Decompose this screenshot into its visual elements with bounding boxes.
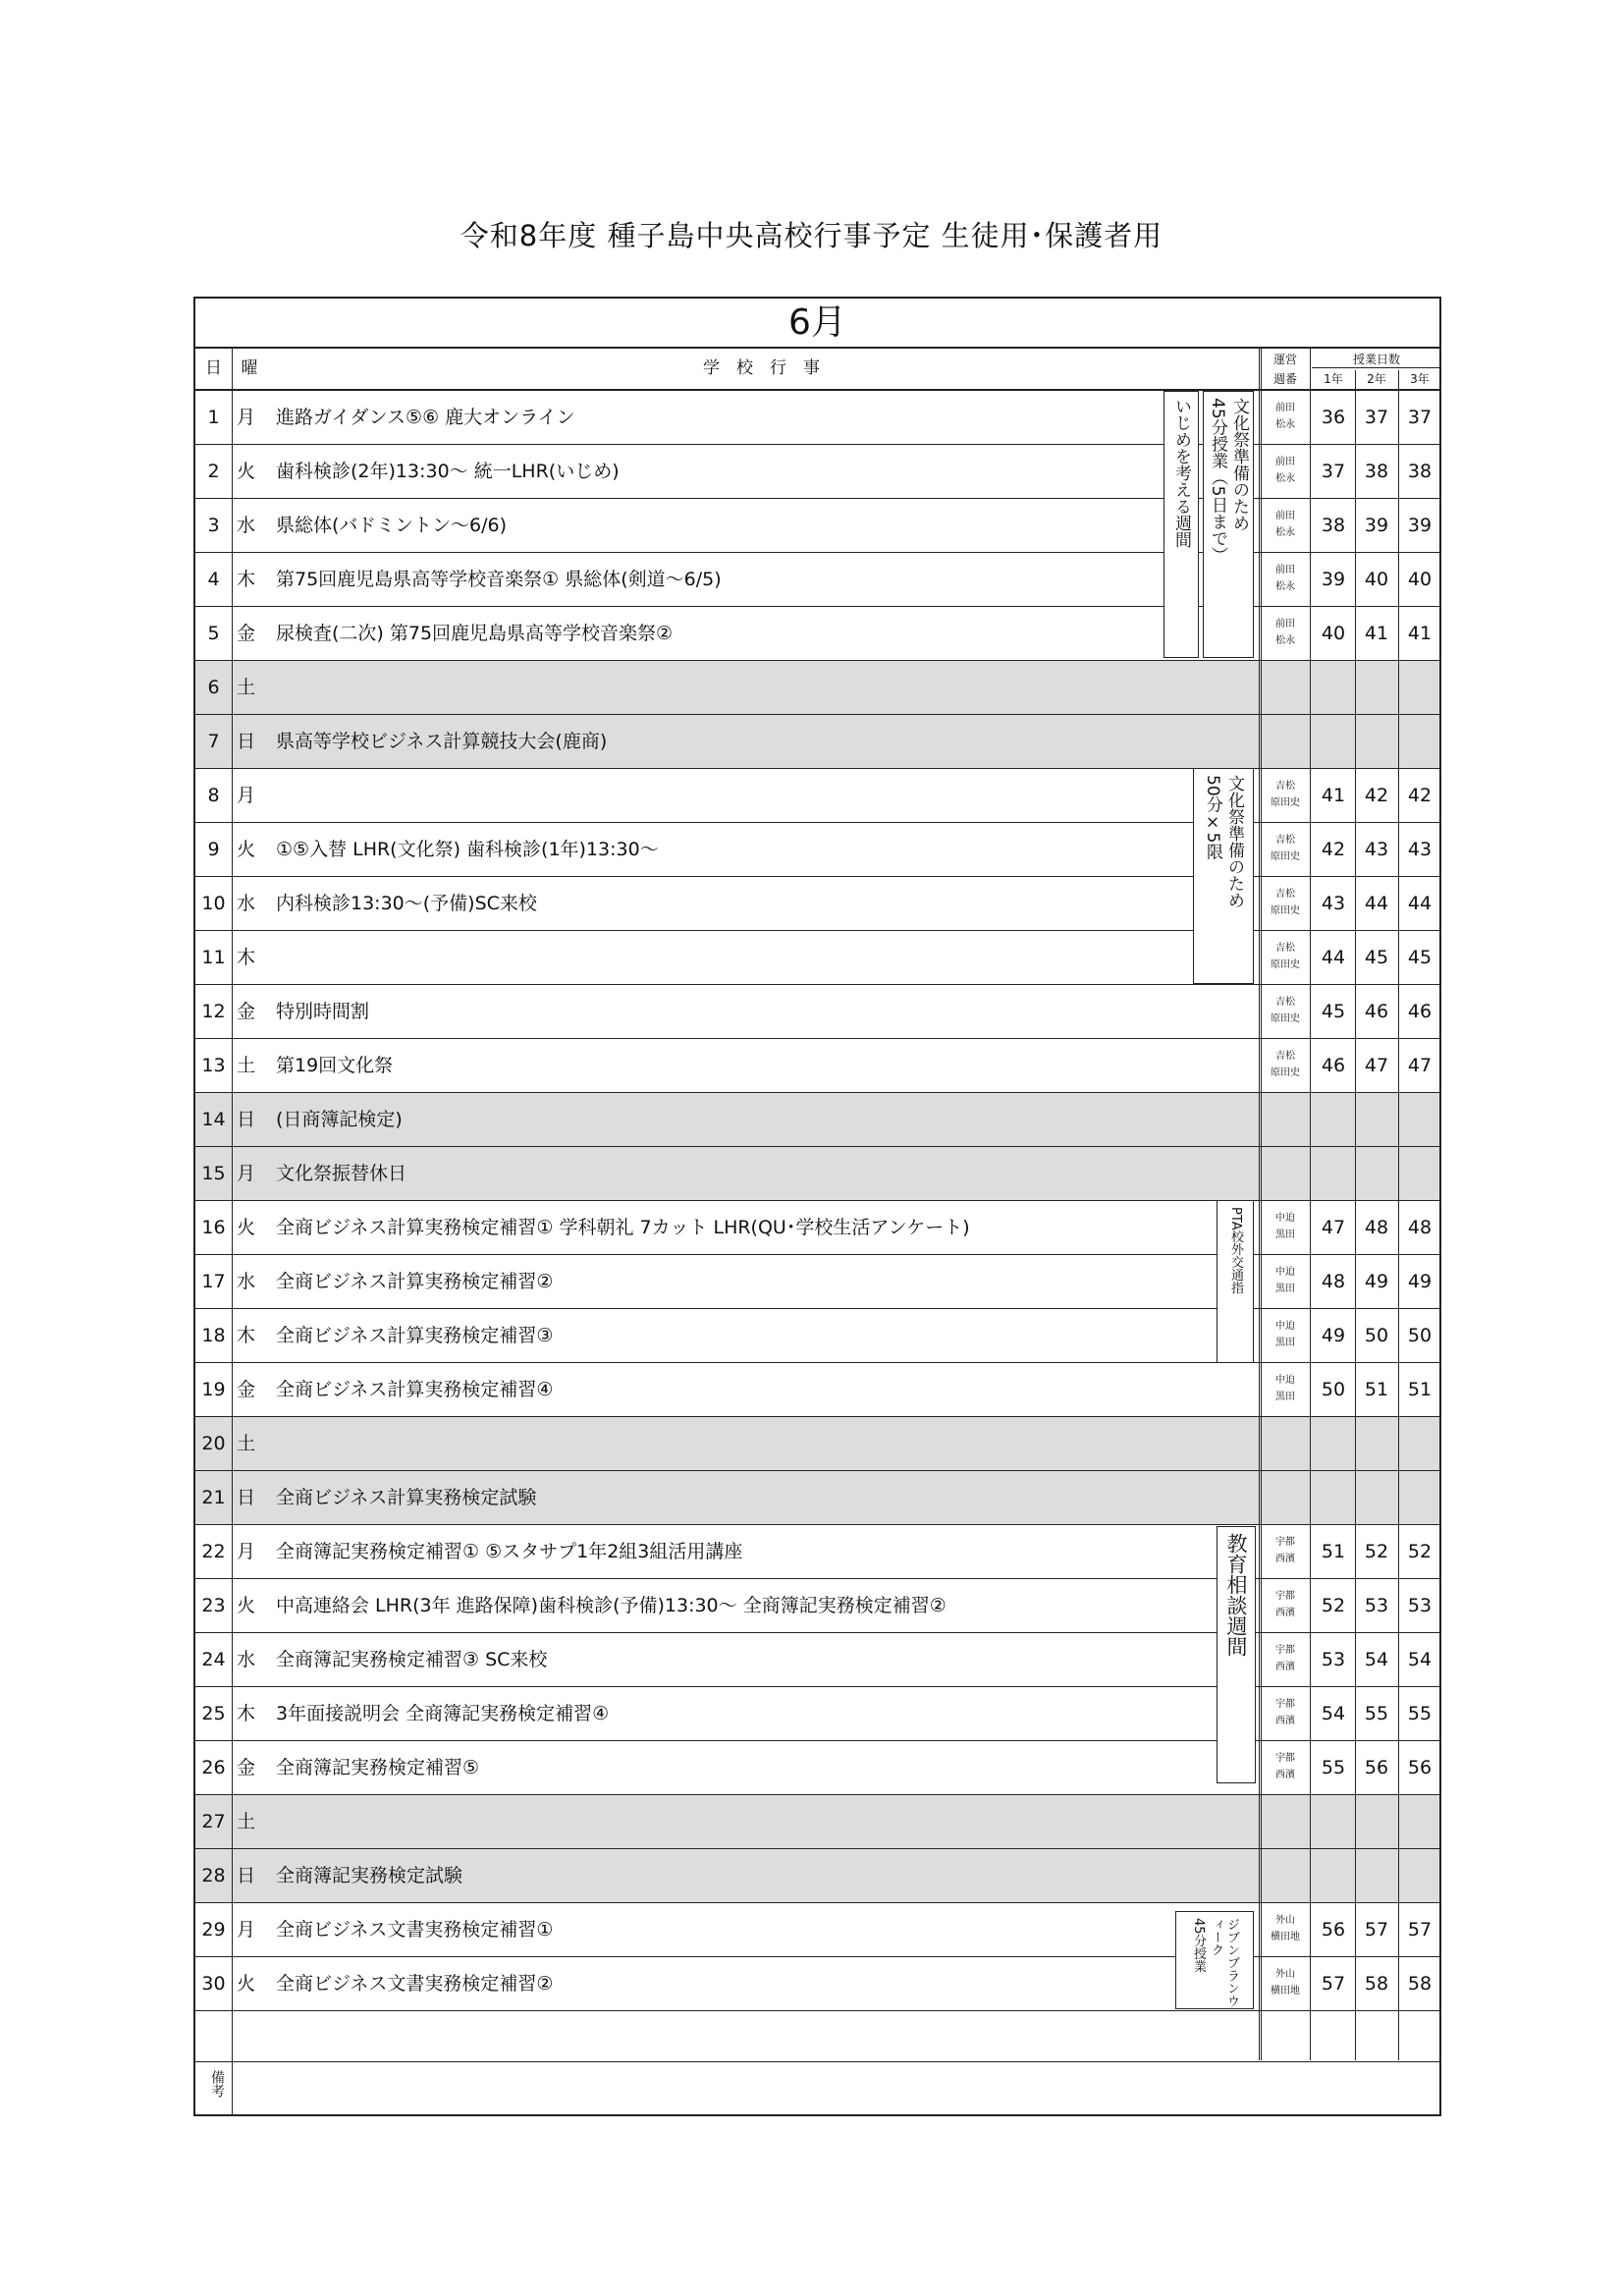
grade2-count: 40 <box>1364 569 1389 590</box>
grade3-count: 53 <box>1407 1595 1433 1616</box>
grade2-count <box>1355 1417 1398 1470</box>
duty-teacher-name: 原田史 <box>1271 797 1300 808</box>
blank-row <box>195 2011 1439 2062</box>
event-text: 県総体(バドミントン～6/6) <box>276 515 508 536</box>
event-text: 全商ビジネス計算実務検定補習④ <box>276 1379 554 1400</box>
grid-line <box>1310 349 1311 2060</box>
grade1-count <box>1312 1093 1355 1146</box>
weekday: 月 <box>237 1919 256 1941</box>
grade1-count: 37 <box>1321 461 1346 482</box>
grade3-count: 40 <box>1407 569 1433 590</box>
duty-teachers <box>1263 454 1308 487</box>
duty-teacher-name: 宇都 <box>1275 1537 1295 1548</box>
header-grade1: 1年 <box>1324 372 1343 386</box>
duty-teacher-name: 黒田 <box>1275 1392 1295 1402</box>
duty-teacher-name: 西濱 <box>1275 1770 1295 1780</box>
duty-teachers <box>1263 994 1308 1027</box>
event-text: 文化祭振替休日 <box>276 1163 407 1184</box>
duty-teachers <box>1263 1912 1308 1945</box>
weekday: 水 <box>237 1649 256 1670</box>
grade1-count <box>1312 715 1355 768</box>
duty-teacher-name: 黒田 <box>1275 1230 1295 1240</box>
duty-teacher-name: 西濱 <box>1275 1554 1295 1564</box>
grid-line <box>1398 370 1399 2060</box>
grade1-count: 53 <box>1321 1649 1346 1670</box>
duty-teacher-name: 宇都 <box>1275 1699 1295 1710</box>
day-number: 15 <box>201 1163 226 1184</box>
event-text: ①⑤入替 LHR(文化祭) 歯科検診(1年)13:30～ <box>276 839 659 860</box>
header-grade3: 3年 <box>1410 372 1430 386</box>
grade1-count <box>1312 1147 1355 1200</box>
day-number: 8 <box>207 785 220 806</box>
table-row <box>195 715 1439 769</box>
event-text: 全商ビジネス文書実務検定補習② <box>276 1973 554 1995</box>
event-text: 全商ビジネス計算実務検定試験 <box>276 1487 537 1508</box>
grade3-count: 39 <box>1407 515 1433 536</box>
day-number: 2 <box>207 461 220 482</box>
weekday: 金 <box>237 1757 256 1778</box>
duty-teacher-name: 前田 <box>1275 511 1295 521</box>
grade3-count: 49 <box>1407 1271 1433 1292</box>
grade2-count <box>1355 1471 1398 1524</box>
duty-teachers <box>1263 1642 1308 1675</box>
grade3-count: 50 <box>1407 1325 1433 1346</box>
event-text: 特別時間割 <box>276 1001 370 1022</box>
grade2-count: 49 <box>1364 1271 1389 1292</box>
duty-teacher-name: 中迫 <box>1275 1213 1295 1224</box>
duty-teacher-name: 吉松 <box>1275 1051 1295 1062</box>
grade3-count: 51 <box>1407 1379 1433 1400</box>
duty-teachers <box>1263 886 1308 919</box>
grade3-count <box>1398 1417 1441 1470</box>
day-number: 24 <box>201 1649 226 1670</box>
header-events: 学 校 行 事 <box>703 358 820 378</box>
duty-teachers <box>1263 1048 1308 1081</box>
duty-teacher-name: 宇都 <box>1275 1645 1295 1656</box>
event-text: 全商ビジネス計算実務検定補習② <box>276 1271 554 1292</box>
day-number: 10 <box>201 893 226 914</box>
grade2-count: 50 <box>1364 1325 1389 1346</box>
bunkasai-prep-text-2: 45分授業（5日まで） <box>1208 398 1227 564</box>
grade1-count: 38 <box>1321 515 1346 536</box>
grade3-count: 45 <box>1407 947 1433 968</box>
duty-teachers <box>1263 400 1308 433</box>
event-text: 全商ビジネス文書実務検定補習① <box>276 1919 554 1941</box>
grade2-count: 44 <box>1364 893 1389 914</box>
header-duty-line1: 運営 <box>1272 353 1297 366</box>
day-number: 12 <box>201 1001 226 1022</box>
grade1-count: 51 <box>1321 1541 1346 1562</box>
duty-teacher-name: 宇都 <box>1275 1753 1295 1764</box>
grade2-count: 47 <box>1364 1055 1389 1076</box>
day-number: 18 <box>201 1325 226 1346</box>
day-number: 5 <box>207 623 220 644</box>
weekday: 日 <box>237 1487 256 1508</box>
grid-line <box>232 349 233 2114</box>
jibun-brand-box <box>1175 1911 1254 2009</box>
grade2-count: 38 <box>1364 461 1389 482</box>
grade3-count: 52 <box>1407 1541 1433 1562</box>
weekday: 水 <box>237 515 256 536</box>
jibun-text-2: 45分授業 <box>1191 1918 1206 1973</box>
notes-row <box>195 2062 1439 2116</box>
duty-teacher-name: 吉松 <box>1275 943 1295 954</box>
duty-teachers <box>1263 1696 1308 1729</box>
day-number: 1 <box>207 407 220 428</box>
event-text: 内科検診13:30～(予備)SC来校 <box>276 893 537 914</box>
grade2-count: 39 <box>1364 515 1389 536</box>
day-number: 25 <box>201 1703 226 1724</box>
grade2-count: 57 <box>1364 1919 1389 1941</box>
grade1-count: 50 <box>1321 1379 1346 1400</box>
duty-teachers <box>1263 832 1308 865</box>
table-row <box>195 1849 1439 1903</box>
grade3-count: 46 <box>1407 1001 1433 1022</box>
event-text: 尿検査(二次) 第75回鹿児島県高等学校音楽祭② <box>276 623 674 644</box>
grade2-count <box>1355 1849 1398 1902</box>
grade2-count: 45 <box>1364 947 1389 968</box>
weekday: 木 <box>237 1703 256 1724</box>
grade3-count <box>1398 1093 1441 1146</box>
grade2-count: 58 <box>1364 1973 1389 1995</box>
weekday: 月 <box>237 1163 256 1184</box>
day-number: 28 <box>201 1865 226 1886</box>
grade1-count: 44 <box>1321 947 1346 968</box>
duty-teacher-name: 原田史 <box>1271 1013 1300 1024</box>
table-row <box>195 1363 1439 1417</box>
duty-teacher-name: 外山 <box>1275 1915 1295 1926</box>
duty-teacher-name: 松永 <box>1275 635 1295 646</box>
grade2-count: 55 <box>1364 1703 1389 1724</box>
weekday: 火 <box>237 1595 256 1616</box>
duty-teacher-name: 原田史 <box>1271 1067 1300 1078</box>
duty-teacher-name: 黒田 <box>1275 1284 1295 1294</box>
grade1-count: 52 <box>1321 1595 1346 1616</box>
ijime-week-box <box>1163 391 1199 658</box>
grade2-count: 52 <box>1364 1541 1389 1562</box>
weekday: 木 <box>237 1325 256 1346</box>
duty-teacher-name: 中迫 <box>1275 1267 1295 1278</box>
event-text: 県高等学校ビジネス計算競技大会(鹿商) <box>276 731 608 752</box>
grade2-count: 37 <box>1364 407 1389 428</box>
grade3-count: 37 <box>1407 407 1433 428</box>
bunkasai-prep2-text-2: 50分×5限 <box>1203 775 1222 860</box>
duty-teachers <box>1263 1750 1308 1783</box>
grade3-count: 43 <box>1407 839 1433 860</box>
day-number: 16 <box>201 1217 226 1238</box>
kyoiku-text-1: 教育相談週間 <box>1224 1533 1248 1657</box>
duty-teachers <box>1263 1372 1308 1405</box>
weekday: 月 <box>237 1541 256 1562</box>
duty-teacher-name: 吉松 <box>1275 781 1295 792</box>
duty-teacher-name: 前田 <box>1275 619 1295 629</box>
grade3-count: 55 <box>1407 1703 1433 1724</box>
ijime-week-text: いじめを考える週間 <box>1171 398 1191 548</box>
grade3-count <box>1398 661 1441 714</box>
event-text: 全商ビジネス計算実務検定補習① 学科朝礼 7カット LHR(QU･学校生活アンケート) <box>276 1217 970 1238</box>
duty-teachers <box>1263 1210 1308 1243</box>
day-number: 22 <box>201 1541 226 1562</box>
duty-teacher-name: 黒田 <box>1275 1338 1295 1348</box>
duty-teacher-name: 前田 <box>1275 403 1295 413</box>
day-number: 6 <box>207 677 220 698</box>
bunkasai-prep-box-2 <box>1193 768 1254 984</box>
event-text: 全商簿記実務検定補習③ SC来校 <box>276 1649 548 1670</box>
weekday: 日 <box>237 731 256 752</box>
weekday: 土 <box>237 1055 256 1076</box>
grade2-count: 56 <box>1364 1757 1389 1778</box>
duty-teachers <box>1263 508 1308 541</box>
weekday: 土 <box>237 677 256 698</box>
duty-teacher-name: 原田史 <box>1271 851 1300 862</box>
grade2-count <box>1355 1147 1398 1200</box>
grade3-count <box>1398 715 1441 768</box>
weekday: 日 <box>237 1865 256 1886</box>
table-row <box>195 1417 1439 1471</box>
grade1-count: 42 <box>1321 839 1346 860</box>
weekday: 日 <box>237 1109 256 1130</box>
grade3-count: 56 <box>1407 1757 1433 1778</box>
grade3-count: 41 <box>1407 623 1433 644</box>
bunkasai-prep-box-1 <box>1203 391 1254 658</box>
duty-teachers <box>1263 1264 1308 1297</box>
pta-text: PTA校外交通指 <box>1228 1207 1243 1294</box>
weekday: 金 <box>237 1001 256 1022</box>
duty-teachers <box>1263 778 1308 811</box>
table-row <box>195 985 1439 1039</box>
table-row <box>195 1039 1439 1093</box>
bunkasai-prep2-text-1: 文化祭準備のため <box>1224 775 1244 908</box>
duty-teacher-name: 前田 <box>1275 565 1295 575</box>
duty-teacher-name: 中迫 <box>1275 1321 1295 1332</box>
day-number: 9 <box>207 839 220 860</box>
duty-teacher-name: 横田地 <box>1271 1986 1300 1996</box>
event-text: 第75回鹿児島県高等学校音楽祭① 県総体(剣道～6/5) <box>276 569 722 590</box>
header-grade2: 2年 <box>1367 372 1386 386</box>
table-row <box>195 661 1439 715</box>
duty-teacher-name: 西濱 <box>1275 1662 1295 1672</box>
day-number: 17 <box>201 1271 226 1292</box>
weekday: 月 <box>237 407 256 428</box>
grade3-count: 48 <box>1407 1217 1433 1238</box>
grade2-count: 46 <box>1364 1001 1389 1022</box>
grade3-count: 44 <box>1407 893 1433 914</box>
grade1-count: 47 <box>1321 1217 1346 1238</box>
table-header <box>195 349 1439 391</box>
duty-teacher-name: 原田史 <box>1271 905 1300 916</box>
duty-teacher-name: 西濱 <box>1275 1608 1295 1618</box>
grade3-count: 58 <box>1407 1973 1433 1995</box>
weekday: 火 <box>237 1217 256 1238</box>
document-title: 令和8年度 種子島中央高校行事予定 生徒用･保護者用 <box>460 219 1163 252</box>
event-text: (日商簿記検定) <box>276 1109 403 1130</box>
header-weekday: 曜 <box>241 358 258 378</box>
grade2-count: 42 <box>1364 785 1389 806</box>
grade3-count <box>1398 1147 1441 1200</box>
grid-line <box>1355 370 1356 2060</box>
grade3-count: 38 <box>1407 461 1433 482</box>
grade3-count: 47 <box>1407 1055 1433 1076</box>
grade1-count: 40 <box>1321 623 1346 644</box>
grade1-count: 39 <box>1321 569 1346 590</box>
day-number: 14 <box>201 1109 226 1130</box>
header-class-days: 授業日数 <box>1312 351 1441 368</box>
weekday: 土 <box>237 1433 256 1454</box>
duty-teacher-name: 原田史 <box>1271 959 1300 970</box>
event-text: 全商簿記実務検定試験 <box>276 1865 463 1886</box>
jibun-text-1: ジブンブランウィーク <box>1209 1918 1239 2007</box>
calendar-table <box>193 297 1441 2116</box>
grade1-count: 43 <box>1321 893 1346 914</box>
day-number: 30 <box>201 1973 226 1995</box>
event-text: 全商簿記実務検定補習① ⑤スタサプ1年2組3組活用講座 <box>276 1541 743 1562</box>
duty-teacher-name: 西濱 <box>1275 1716 1295 1726</box>
weekday: 土 <box>237 1811 256 1832</box>
grade1-count: 55 <box>1321 1757 1346 1778</box>
table-row <box>195 1471 1439 1525</box>
grade3-count <box>1398 1849 1441 1902</box>
day-number: 26 <box>201 1757 226 1778</box>
event-text: 全商ビジネス計算実務検定補習③ <box>276 1325 554 1346</box>
event-text: 全商簿記実務検定補習⑤ <box>276 1757 480 1778</box>
duty-teacher-name: 松永 <box>1275 581 1295 592</box>
day-number: 20 <box>201 1433 226 1454</box>
grade1-count: 49 <box>1321 1325 1346 1346</box>
weekday: 木 <box>237 569 256 590</box>
day-number: 11 <box>201 947 226 968</box>
duty-teacher-name: 横田地 <box>1271 1932 1300 1942</box>
event-text: 中高連絡会 LHR(3年 進路保障)歯科検診(予備)13:30～ 全商簿記実務検定補習② <box>276 1595 947 1616</box>
bunkasai-prep-text-1: 文化祭準備のため <box>1229 398 1249 531</box>
event-text: 第19回文化祭 <box>276 1055 394 1076</box>
table-row <box>195 1147 1439 1201</box>
notes-label: 備考 <box>209 2070 225 2098</box>
grade1-count: 41 <box>1321 785 1346 806</box>
event-text: 3年面接説明会 全商簿記実務検定補習④ <box>276 1703 610 1724</box>
duty-teacher-name: 吉松 <box>1275 835 1295 846</box>
duty-teachers <box>1263 940 1308 973</box>
day-number: 7 <box>207 731 220 752</box>
grade1-count <box>1312 1471 1355 1524</box>
grade2-count: 54 <box>1364 1649 1389 1670</box>
grade1-count <box>1312 1795 1355 1848</box>
grade3-count <box>1398 1795 1441 1848</box>
day-number: 23 <box>201 1595 226 1616</box>
weekday: 金 <box>237 1379 256 1400</box>
day-number: 29 <box>201 1919 226 1941</box>
duty-teacher-name: 松永 <box>1275 527 1295 538</box>
weekday: 水 <box>237 1271 256 1292</box>
duty-teacher-name: 中迫 <box>1275 1375 1295 1386</box>
grade2-count <box>1355 661 1398 714</box>
grade2-count <box>1355 1795 1398 1848</box>
grade1-count: 46 <box>1321 1055 1346 1076</box>
header-day: 日 <box>205 358 222 378</box>
kyoiku-soudan-box <box>1217 1526 1256 1783</box>
grade3-count <box>1398 1471 1441 1524</box>
grid-line <box>1259 349 1262 2060</box>
event-text: 進路ガイダンス⑤⑥ 鹿大オンライン <box>276 407 575 428</box>
grade1-count: 36 <box>1321 407 1346 428</box>
month-heading: 6月 <box>195 299 1439 349</box>
grade1-count: 56 <box>1321 1919 1346 1941</box>
grade2-count: 53 <box>1364 1595 1389 1616</box>
grade3-count: 54 <box>1407 1649 1433 1670</box>
table-row <box>195 1093 1439 1147</box>
grade2-count <box>1355 715 1398 768</box>
duty-teachers <box>1263 616 1308 649</box>
day-number: 13 <box>201 1055 226 1076</box>
grade2-count: 48 <box>1364 1217 1389 1238</box>
grade1-count: 48 <box>1321 1271 1346 1292</box>
day-number: 21 <box>201 1487 226 1508</box>
event-text: 歯科検診(2年)13:30～ 統一LHR(いじめ) <box>276 461 620 482</box>
duty-teacher-name: 外山 <box>1275 1969 1295 1980</box>
weekday: 火 <box>237 1973 256 1995</box>
grade1-count <box>1312 661 1355 714</box>
grade1-count: 57 <box>1321 1973 1346 1995</box>
pta-box <box>1217 1200 1254 1363</box>
day-number: 3 <box>207 515 220 536</box>
duty-teachers <box>1263 1966 1308 1999</box>
duty-teacher-name: 松永 <box>1275 419 1295 430</box>
grade2-count: 41 <box>1364 623 1389 644</box>
duty-teacher-name: 吉松 <box>1275 997 1295 1008</box>
grade2-count: 43 <box>1364 839 1389 860</box>
day-number: 19 <box>201 1379 226 1400</box>
day-number: 4 <box>207 569 220 590</box>
grade2-count <box>1355 1093 1398 1146</box>
weekday: 水 <box>237 893 256 914</box>
grade3-count: 57 <box>1407 1919 1433 1941</box>
weekday: 火 <box>237 461 256 482</box>
header-duty-line2: 週番 <box>1272 372 1297 386</box>
weekday: 金 <box>237 623 256 644</box>
duty-teacher-name: 松永 <box>1275 473 1295 484</box>
grade1-count: 45 <box>1321 1001 1346 1022</box>
day-number: 27 <box>201 1811 226 1832</box>
duty-teacher-name: 吉松 <box>1275 889 1295 900</box>
duty-teacher-name: 宇都 <box>1275 1591 1295 1602</box>
duty-teachers <box>1263 1534 1308 1567</box>
duty-teacher-name: 前田 <box>1275 457 1295 467</box>
grade1-count: 54 <box>1321 1703 1346 1724</box>
duty-teachers <box>1263 1588 1308 1621</box>
weekday: 火 <box>237 839 256 860</box>
grade1-count <box>1312 1849 1355 1902</box>
weekday: 月 <box>237 785 256 806</box>
duty-teachers <box>1263 562 1308 595</box>
table-row <box>195 1795 1439 1849</box>
duty-teachers <box>1263 1318 1308 1351</box>
weekday: 木 <box>237 947 256 968</box>
grade3-count: 42 <box>1407 785 1433 806</box>
grade2-count: 51 <box>1364 1379 1389 1400</box>
grade1-count <box>1312 1417 1355 1470</box>
